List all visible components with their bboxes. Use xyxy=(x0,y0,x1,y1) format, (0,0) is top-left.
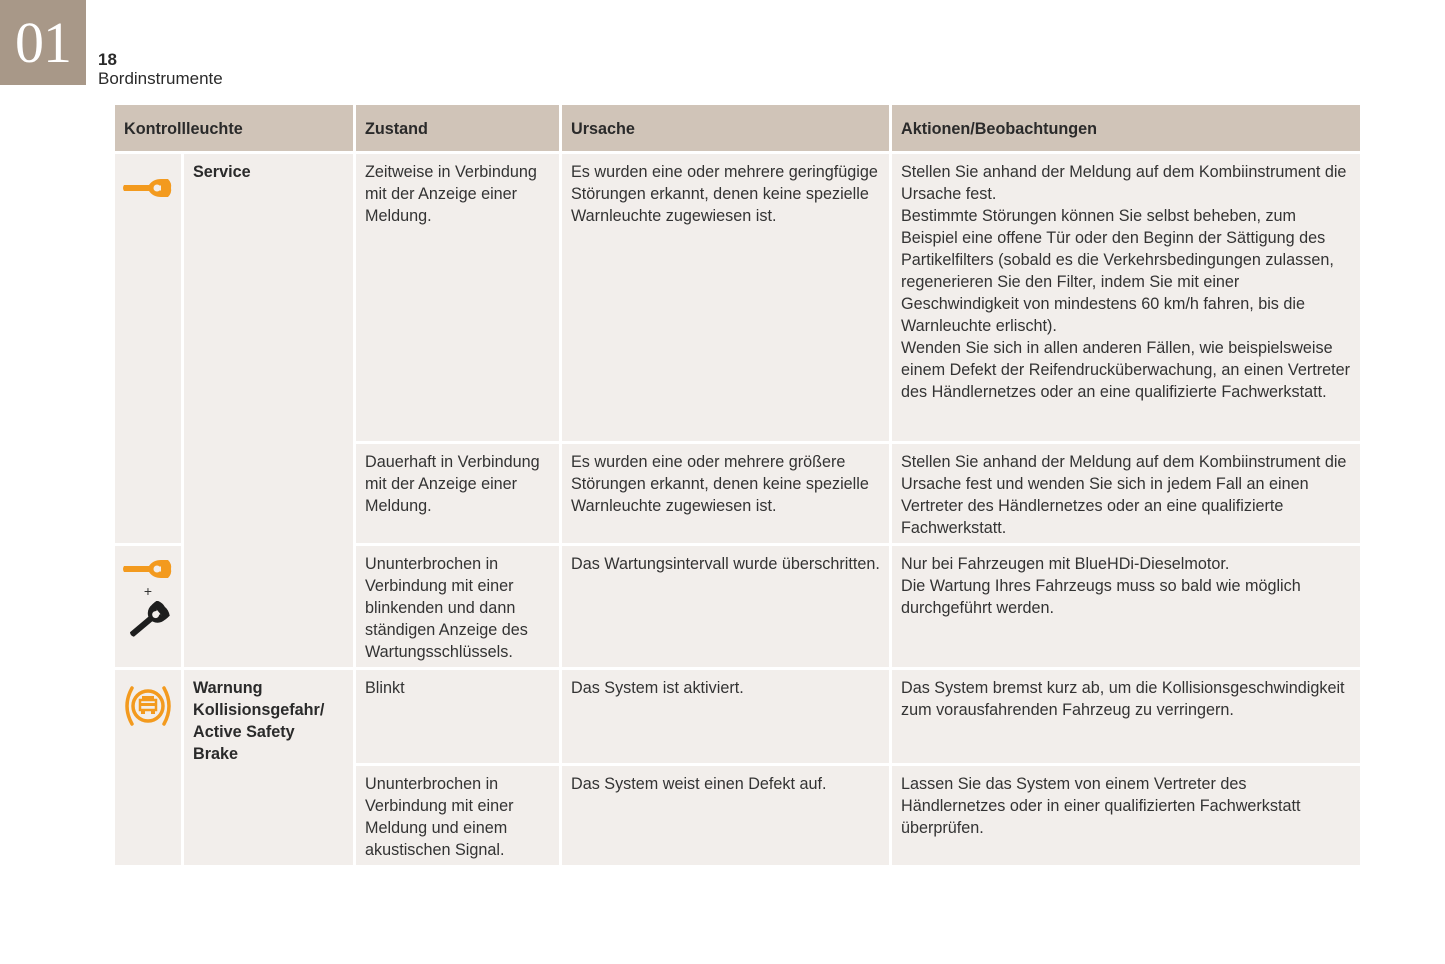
column-header-kontrollleuchte: Kontrollleuchte xyxy=(114,104,355,153)
table-row xyxy=(114,669,1362,765)
collision-icon-cell xyxy=(114,669,183,867)
aktion-paragraph: Nur bei Fahrzeugen mit BlueHDi-Dieselmotor. xyxy=(901,555,1230,573)
aktion-paragraph: Die Wartung Ihres Fahrzeugs muss so bald wie möglich durchgeführt werden. xyxy=(901,577,1301,617)
wrench-orange-icon xyxy=(123,558,173,580)
ursache-cell: Das System weist einen Defekt auf. xyxy=(561,765,891,867)
zustand-cell: Zeitweise in Verbindung mit der Anzeige einer Meldung. xyxy=(355,153,561,443)
maintenance-icon-cell xyxy=(114,545,183,669)
collision-warning-icon xyxy=(120,684,176,728)
aktion-cell xyxy=(891,153,1362,443)
aktion-paragraph: Bestimmte Störungen können Sie selbst beheben, zum Beispiel eine offene Tür oder den Beginn der Sättigung des Partikelfilters (sobald es die Verkehrsbedingungen zulassen, regenerieren Sie den Filter, indem Sie mit einer Geschwindigkeit von mindestens 60 km/h fahren, bis die Warnleuchte erlischt). xyxy=(901,207,1334,335)
aktion-cell xyxy=(891,669,1362,765)
plus-sign: + xyxy=(143,583,153,599)
ursache-cell: Das System ist aktiviert. xyxy=(561,669,891,765)
aktion-paragraph: Stellen Sie anhand der Meldung auf dem Kombiinstrument die Ursache fest und wenden Sie sich in jedem Fall an einen Vertreter des Händlernetzes oder an eine qualifizierte Fachwerkstatt. xyxy=(901,453,1347,537)
zustand-cell: Ununterbrochen in Verbindung mit einer Meldung und einem akustischen Signal. xyxy=(355,765,561,867)
section-title: Bordinstrumente xyxy=(98,69,223,88)
aktion-paragraph: Stellen Sie anhand der Meldung auf dem Kombiinstrument die Ursache fest. xyxy=(901,163,1347,203)
zustand-cell: Blinkt xyxy=(355,669,561,765)
column-header-aktionen: Aktionen/Beobachtungen xyxy=(891,104,1362,153)
warning-lights-table xyxy=(112,102,1363,868)
zustand-cell: Dauerhaft in Verbindung mit der Anzeige einer Meldung. xyxy=(355,443,561,545)
ursache-cell: Das Wartungsintervall wurde überschritten. xyxy=(561,545,891,669)
aktion-cell xyxy=(891,443,1362,545)
aktion-paragraph: Das System bremst kurz ab, um die Kollisionsgeschwindigkeit zum vorausfahrenden Fahrzeug zu verringern. xyxy=(901,679,1345,719)
column-header-ursache: Ursache xyxy=(561,104,891,153)
aktion-paragraph: Wenden Sie sich in allen anderen Fällen, wie beispielsweise einem Defekt der Reifendrucküberwachung, an einen Vertreter des Händlernetzes oder an eine qualifizierte Fachwerkstatt. xyxy=(901,339,1351,401)
chapter-tab: 01 xyxy=(0,0,86,85)
wrench-black-icon xyxy=(125,601,171,641)
ursache-cell: Es wurden eine oder mehrere größere Störungen erkannt, denen keine spezielle Warnleuchte zugewiesen ist. xyxy=(561,443,891,545)
ursache-cell: Es wurden eine oder mehrere geringfügige Störungen erkannt, denen keine spezielle Warnleuchte zugewiesen ist. xyxy=(561,153,891,443)
aktion-cell xyxy=(891,765,1362,867)
aktion-cell xyxy=(891,545,1362,669)
column-header-zustand: Zustand xyxy=(355,104,561,153)
service-label: Service xyxy=(183,153,355,669)
zustand-cell: Ununterbrochen in Verbindung mit einer blinkenden und dann ständigen Anzeige des Wartungsschlüssels. xyxy=(355,545,561,669)
table-header-row xyxy=(114,104,1362,153)
collision-label: Warnung Kollisionsgefahr/ Active Safety Brake xyxy=(183,669,355,867)
service-icon-cell xyxy=(114,153,183,545)
aktion-paragraph: Lassen Sie das System von einem Vertreter des Händlernetzes oder in einer qualifizierten Fachwerkstatt überprüfen. xyxy=(901,775,1301,837)
table-row xyxy=(114,153,1362,443)
wrench-orange-icon xyxy=(123,177,173,199)
page-number: 18 xyxy=(98,50,117,69)
